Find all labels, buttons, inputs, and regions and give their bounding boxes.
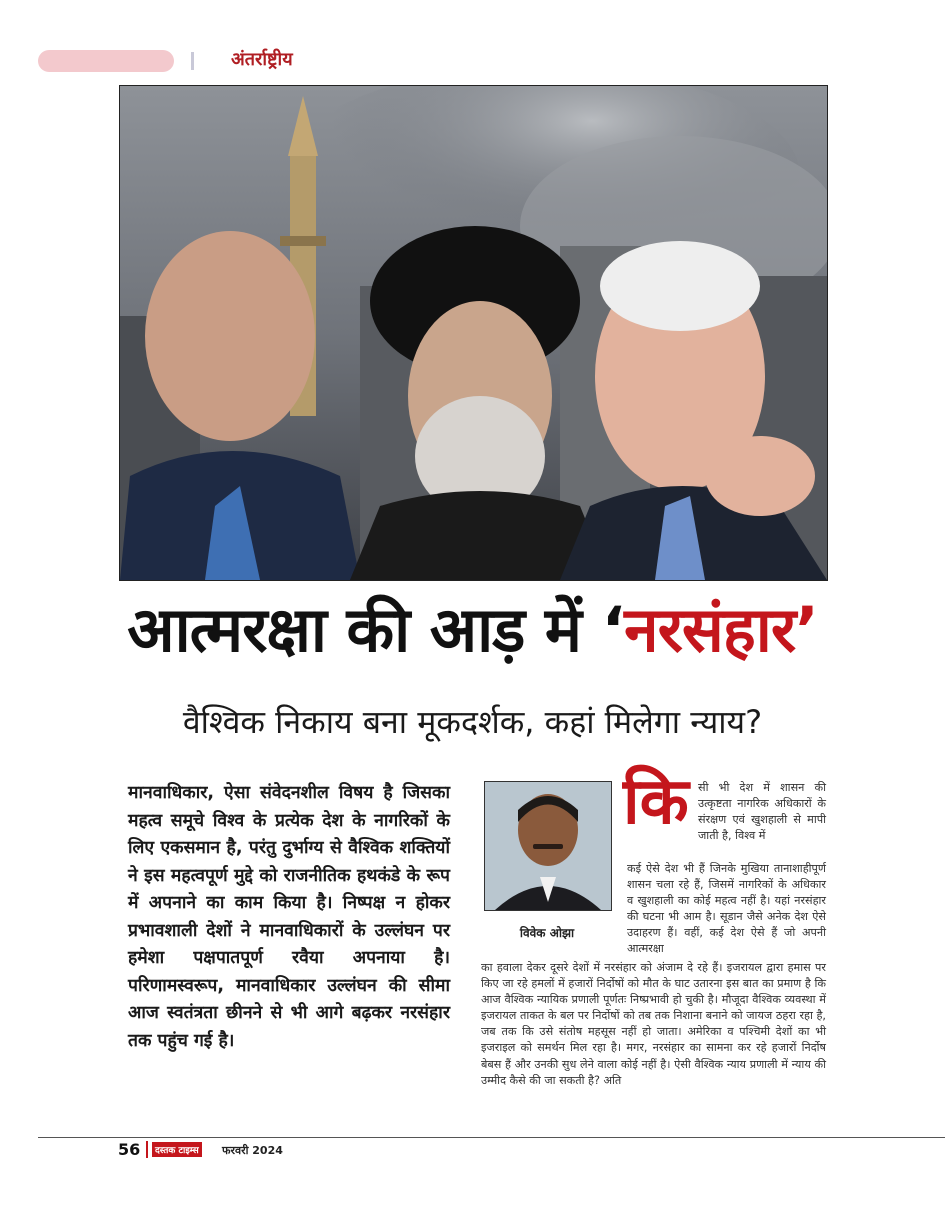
page-number: 56 (118, 1140, 141, 1159)
headline-part-3: ’ (795, 593, 818, 666)
section-pill (38, 50, 174, 72)
article-text-bottom: का हवाला देकर दूसरे देशों में नरसंहार को अंजाम दे रहे हैं। इजरायल द्वारा हमास पर किए जा रहे हमलों में हजारों निर्दोषों को मौत के घाट उतारना इस बात का प्रमाण है कि आज वैश्विक न्यायिक प्रणाली पूर्णतः निष्प्रभावी हो चुकी है। मौजूदा वैश्विक व्यवस्था में इजरायल ताकत के बल पर निर्दोषों को तब तक निशाना बनाने को जायज ठहरा रहा है, जब तक कि उसे संतोष महसूस नहीं हो जाता। अमेरिका व पश्चिमी देशों का भी इजराइल को समर्थन मिल रहा है। मगर, नरसंहार का सामना कर रहे हजारों निर्दोष बेबस हैं और उनकी सुध लेने वाला कोई नहीं है। ऐसी वैश्विक न्याय प्रणाली में न्याय की उम्मीद कैसे की जा सकती है? अति (481, 961, 826, 1087)
headline (0, 588, 945, 672)
issue-date: फरवरी 2024 (222, 1144, 283, 1157)
magazine-logo: दस्तक टाइम्स (152, 1142, 202, 1157)
drop-cap: कि (623, 765, 689, 839)
headline-highlight: नरसंहार (624, 593, 796, 666)
footer-rule (38, 1137, 945, 1138)
author-name: विवेक ओझा (519, 926, 575, 940)
lead-photo-illustration (120, 86, 827, 580)
headline-part-1: आत्मरक्षा की आड़ में ‘ (127, 593, 625, 666)
article-text-top: सी भी देश में शासन की उत्कृष्टता नागरिक अधिकारों के संरक्षण एवं खुशहाली से मापी जाती है, विश्व में (698, 781, 826, 843)
author-photo (484, 781, 612, 911)
author-portrait (485, 782, 611, 910)
article-text-middle: कई ऐसे देश भी हैं जिनके मुखिया तानाशाहीपूर्ण शासन चला रहे हैं, जिसमें नागरिकों के अधिकार व खुशहाली का कोई महत्व नहीं है। यहां नरसंहार की घटना भी आम है। सूडान जैसे अनेक देश ऐसे उदाहरण हैं। वहीं, कई देश ऐसे हैं जो अपनी आत्मरक्षा (627, 862, 826, 956)
footer-separator (146, 1141, 148, 1158)
subheadline: वैश्विक निकाय बना मूकदर्शक, कहां मिलेगा न्याय? (182, 703, 763, 741)
section-label: अंतर्राष्ट्रीय (231, 49, 293, 70)
intro-paragraph: मानवाधिकार, ऐसा संवेदनशील विषय है जिसका महत्व समूचे विश्व के प्रत्येक देश के नागरिकों के लिए एकसमान है, परंतु दुर्भाग्य से वैश्विक शक्तियों ने इस महत्वपूर्ण मुद्दे को राजनीतिक हथकंडे के रूप में अपनाने का काम किया है। निष्पक्ष न होकर प्रभावशाली देशों ने मानवाधिकारों के उल्लंघन पर हमेशा पक्षपातपूर्ण रवैया अपनाया है। परिणामस्वरूप, मानवाधिकार उल्लंघन की सीमा आज स्वतंत्रता छीनने से भी आगे बढ़कर नरसंहार तक पहुंच गई है। (128, 783, 450, 1051)
lead-photo (119, 85, 828, 581)
section-divider (191, 52, 194, 70)
